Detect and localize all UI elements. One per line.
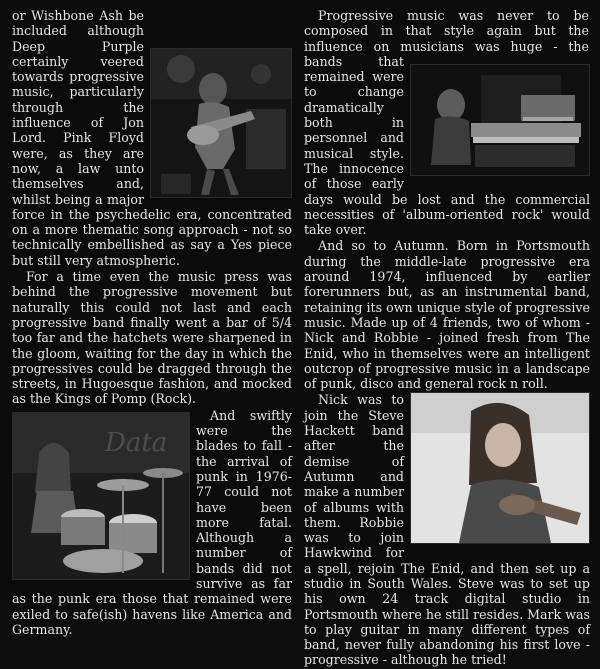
drummer-photo-graphic bbox=[13, 413, 189, 579]
keyboardist-photo-graphic bbox=[411, 65, 589, 175]
guitarist-photo-graphic bbox=[151, 49, 291, 197]
right-paragraph-1: Progressive music was never to be composed in that style again but the influence on musicians was huge - the bands that remained were to change dramatically both in personnel and musical style. The innocence of those early days would be lost and the commercial necessities of 'album-oriented rock' would take over. bbox=[304, 8, 590, 238]
right-paragraph-2: And so to Autumn. Born in Portsmouth during the middle-late progressive era around 1974, influenced by earlier forerunners but, as an instrumental band, retaining its own unique style of progressive music. Made up of 4 friends, two of whom - Nick and Robbie - joined fresh from The Enid, who in themselves were an intelligent outcrop of progressive music in a landscape of punk, disco and general rock n roll. bbox=[304, 238, 590, 392]
drummer-photo bbox=[12, 412, 190, 580]
left-paragraph-2: For a time even the music press was behind the progressive movement but naturally this could not last and each progressive band finally went a bar of 5/4 too far and the hatchets were sharpened in the gloom, waiting for the day in which the progressives could be dragged through the streets, in Hugoesque fashion, and mocked as the Kings of Pomp (Rock). bbox=[12, 269, 292, 407]
right-column bbox=[304, 8, 590, 669]
guitarist-photo bbox=[150, 48, 292, 198]
keyboardist-photo bbox=[410, 64, 590, 176]
right-paragraph-3: Nick was to join the Steve Hackett band after the demise of Autumn and make a number of albums with them. Robbie was to join Hawkwind for a spell, rejoin The Enid, and then set up a studio in South Wales. Steve was to set up his own 24 track digital studio in Portsmouth where he still resides. Mark was to play guitar in many different types of band, never fully abandoning his first love - progressive - although he tried! bbox=[304, 392, 590, 668]
layout-spacer bbox=[589, 8, 590, 64]
left-column bbox=[12, 8, 292, 638]
guitarist-woman-photo-graphic bbox=[411, 393, 589, 543]
left-paragraph-1: or Wishbone Ash be included although Deep Purple certainly veered towards progressive music, particularly through the influence of Jon Lord. Pink Floyd were, as they are now, a law unto themselves and, whilst being a major force in the psychedelic era, concentrated on a more thematic song approach - not so technically embellished as say a Yes piece but still very atmospheric. bbox=[12, 8, 292, 268]
drum-kit-lettering: Data bbox=[105, 427, 168, 458]
guitarist-woman-photo bbox=[410, 392, 590, 544]
left-paragraph-3: And swiftly were the blades to fall - the arrival of punk in 1976-77 could not have been more fatal. Although a number of bands did not survive as far as the punk era those that remained were exiled to safe(ish) havens like America and Germany. bbox=[12, 407, 292, 637]
